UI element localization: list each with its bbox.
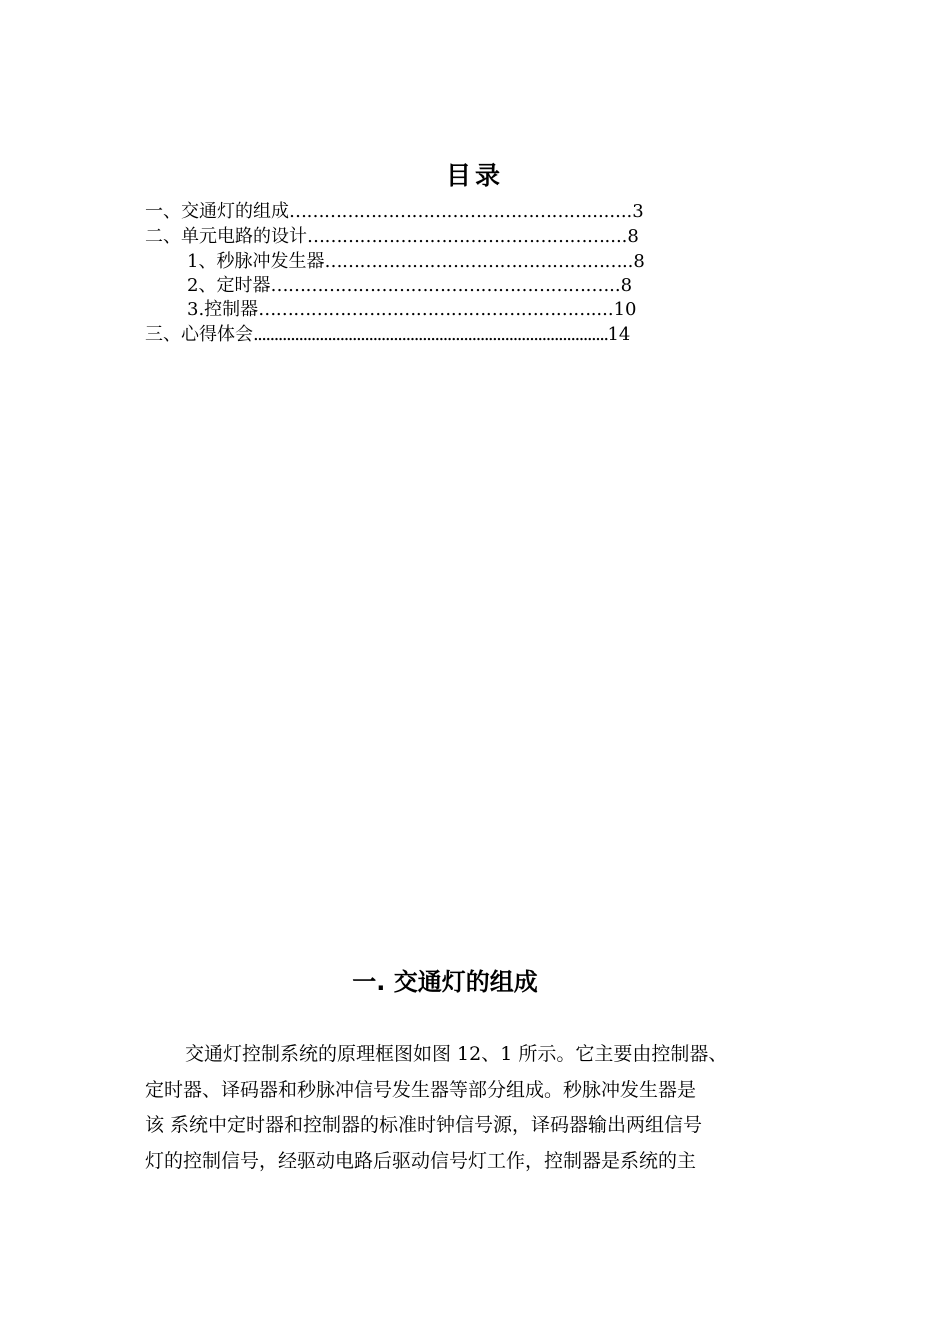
toc-entry-label: 3.控制器: [187, 299, 259, 320]
toc-entry-leader: …………………………………………………: [258, 299, 591, 320]
toc-entry[interactable]: [145, 200, 644, 224]
toc-entry[interactable]: [145, 323, 630, 347]
toc-entry[interactable]: [187, 298, 636, 322]
toc-entry-page: ....10: [590, 299, 637, 320]
toc-entry-label: 三、心得体会: [145, 324, 253, 345]
paragraph-line: 灯的控制信号，经驱动电路后驱动信号灯工作，控制器是系统的主: [145, 1149, 697, 1172]
paragraph-line: 该 系统中定时器和控制器的标准时钟信号源，译码器输出两组信号: [145, 1114, 703, 1136]
toc-entry-label: 二、单元电路的设计: [145, 226, 307, 247]
paragraph-line: 定时器、译码器和秒脉冲信号发生器等部分组成。秒脉冲发生器是: [145, 1078, 697, 1101]
toc-entry-page: ........3: [586, 201, 644, 222]
toc-entry-page: ....8: [604, 226, 639, 247]
body-paragraph: [145, 1037, 815, 1179]
toc-entry-label: 1、秒脉冲发生器: [187, 251, 325, 272]
toc-entry[interactable]: [145, 225, 639, 249]
toc-entry[interactable]: [187, 274, 632, 298]
toc-entry-leader: ……………………………………………: [307, 226, 605, 247]
toc-entry[interactable]: [187, 250, 645, 274]
paragraph-line: 交通灯控制系统的原理框图如图 12、1 所示。它主要由控制器、: [185, 1043, 728, 1065]
toc-entry-page: ..8: [621, 251, 645, 272]
toc-entry-label: 一、交通灯的组成: [145, 201, 289, 222]
toc-title: 目录: [445, 161, 504, 190]
toc-entry-page: 14: [607, 324, 631, 345]
toc-entry-leader: ………………………………………………: [270, 275, 586, 296]
toc-entry-page: …...8: [585, 275, 633, 296]
section-heading: 一. 交通灯的组成: [352, 968, 538, 996]
toc-entry-leader: ……………………………………………: [324, 251, 622, 272]
toc-entry-leader: ……………………………………………: [289, 201, 587, 222]
toc-entry-label: 2、定时器: [187, 275, 271, 296]
toc-entry-leader: ......................................................................................: [253, 324, 608, 345]
